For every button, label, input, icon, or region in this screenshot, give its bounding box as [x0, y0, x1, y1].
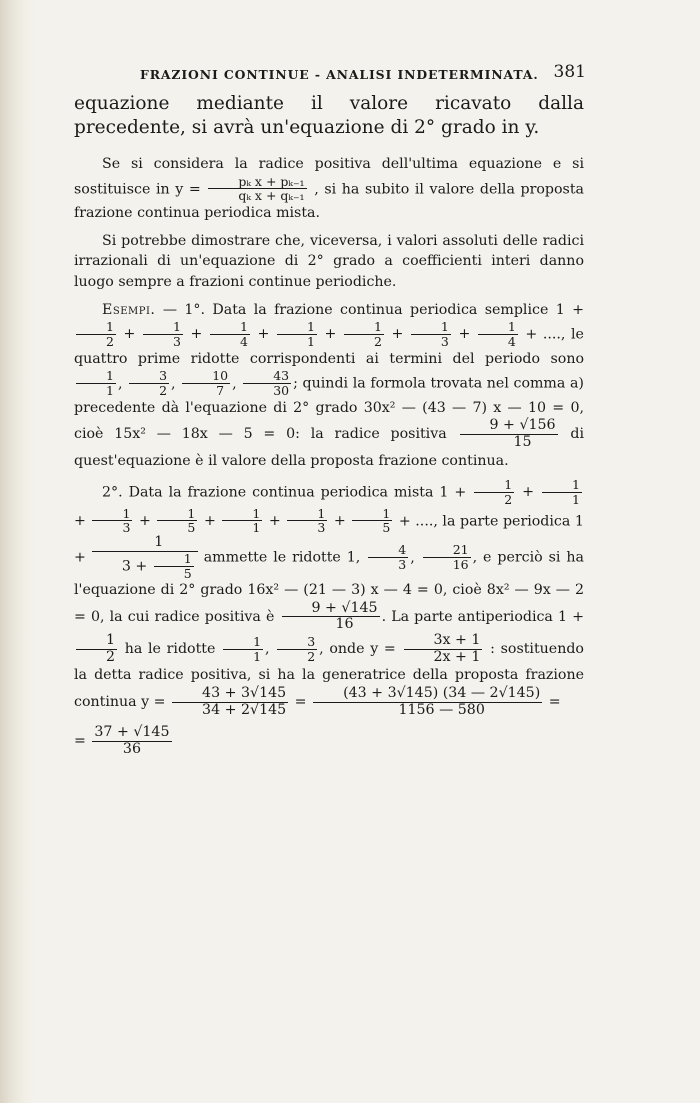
ridotta1-1-num: 3 — [129, 369, 169, 384]
cf1-term-3-num: 1 — [277, 320, 317, 335]
cf1-term-3 — [277, 320, 317, 349]
cf1-terms: $\frac{1}{2}$ + $\frac{1}{3}$ + $\frac{1}{4}$ + $\frac{1}{1}$ + $\frac{1}{2}$ + $\frac{1}{3}$ + $\frac{1}{4}$ — [74, 326, 520, 342]
final-result: = $\frac{37 + √145}{36}$ — [74, 724, 170, 757]
periodic-inner-den: 5 — [183, 565, 192, 581]
ex2-text6: ha le ridotte — [124, 641, 216, 658]
periodic-inner — [154, 552, 194, 581]
p1-after: , si ha subito il valore della proposta frazione continua periodica mista. — [74, 180, 585, 222]
y-formula — [404, 633, 483, 665]
cf1-term-3-den: 1 — [306, 333, 315, 349]
cf1-term-6-num: 1 — [478, 320, 518, 335]
book-binding-edge — [0, 0, 34, 1103]
ex2-root-den: 16 — [335, 616, 354, 633]
ex2-ridotte: $\frac{4}{3}$ , $\frac{21}{16}$ — [366, 550, 472, 566]
anti-ridotte: $\frac{1}{1}$ , $\frac{3}{2}$ — [221, 641, 319, 657]
cf1-term-0-den: 2 — [106, 333, 114, 349]
ex1-root-num: 9 + √156 — [460, 418, 558, 435]
anti-den: 2 — [106, 648, 116, 665]
cf1-term-4 — [344, 320, 384, 349]
cf1-term-1 — [143, 320, 183, 349]
ridotta-anti-1-num: 3 — [277, 635, 317, 650]
generatrix-2 — [313, 686, 542, 718]
ex1-root — [460, 418, 558, 450]
generatrix-1-num: 43 + 3√145 — [172, 686, 288, 703]
ex2-root — [282, 601, 380, 633]
cf1-term-0 — [76, 320, 116, 349]
cf2-term-3-den: 5 — [187, 520, 196, 536]
cf2-term-2-num: 1 — [92, 507, 132, 522]
ex1-text2: le quattro prime ridotte corrispondenti ai termini del periodo sono — [74, 326, 584, 367]
ex2-text7: , onde y = — [319, 641, 396, 658]
final-num: 37 + √145 — [94, 724, 170, 741]
ridotta1-1-den: 2 — [159, 383, 168, 398]
ridotta-anti-0 — [223, 635, 263, 664]
examples-label: Esempi. — [102, 301, 156, 318]
final-den: 36 — [122, 740, 141, 757]
cf2-term-4 — [222, 507, 262, 536]
generatrix-2-num: (43 + 3√145) (34 — 2√145) — [313, 686, 542, 703]
y-formula-den: 2x + 1 — [433, 648, 481, 665]
cf2-term-3-num: 1 — [157, 507, 197, 522]
ridotta-anti-1 — [277, 635, 317, 664]
ex2-text1: 2°. Data la frazione continua periodica mista 1 + — [102, 484, 467, 501]
ridotta1-0-den: 1 — [106, 383, 114, 398]
ridotta1-2-den: 7 — [216, 383, 225, 398]
ridotta2-0 — [368, 543, 408, 572]
ridotta2-1-num: 21 — [423, 543, 471, 558]
ridotta1-1 — [129, 369, 169, 398]
ex1-text4: di quest'equazione è il valore della proposta frazione continua. — [74, 426, 585, 469]
y-fraction-num: pₖ x + pₖ₋₁ — [208, 175, 306, 190]
cf2-term-6 — [352, 507, 392, 536]
ridotta-anti-0-num: 1 — [223, 635, 263, 650]
cf2-term-6-num: 1 — [352, 507, 392, 522]
ridotta1-2-num: 10 — [182, 369, 230, 384]
cf1-term-6-den: 4 — [507, 333, 516, 349]
ex1-root-den: 15 — [513, 433, 532, 450]
paragraph-substitution — [74, 154, 584, 224]
page-content — [74, 58, 584, 764]
cf2-term-5-den: 3 — [317, 520, 326, 536]
cf1-term-2 — [210, 320, 250, 349]
ex2-text2: la parte periodica — [442, 512, 571, 529]
cf1-term-4-den: 2 — [373, 333, 382, 349]
cf1-term-2-num: 1 — [210, 320, 250, 335]
ex2-text4: , e perciò si ha l'equazione di 2° grado 16x² — (21 — 3) x — 4 = 0, cioè 8x² — 9x — 2 = 0, la cui radice positiva è — [74, 549, 584, 625]
ridotta1-2 — [182, 369, 230, 398]
cf1-term-2-den: 4 — [239, 333, 248, 349]
cf2-term-0-den: 2 — [504, 491, 513, 507]
cf2-term-6-den: 5 — [382, 520, 391, 536]
periodic-part — [92, 535, 198, 580]
cf1-term-5-den: 3 — [440, 333, 449, 349]
cf1-term-5 — [411, 320, 451, 349]
cf1-term-5-num: 1 — [411, 320, 451, 335]
ridotta2-0-den: 3 — [398, 557, 407, 573]
periodic-mid: 3 + — [121, 558, 148, 575]
cf2-term-2-den: 3 — [122, 520, 131, 536]
cf1-term-6 — [478, 320, 518, 349]
y-formula-num: 3x + 1 — [404, 633, 483, 650]
periodic-inner-num: 1 — [154, 552, 194, 567]
anti-num: 1 — [76, 633, 117, 650]
cf2-term-5 — [287, 507, 327, 536]
anti-fraction — [76, 633, 117, 665]
running-header — [74, 58, 584, 92]
generatrix-1 — [172, 686, 288, 718]
ridotta2-1 — [423, 543, 471, 572]
generatrix-1-den: 34 + 2√145 — [202, 701, 287, 718]
ridotta1-3 — [243, 369, 291, 398]
example-2: 2°. Data la frazione continua periodica mista 1 + $\frac{1}{2}$ + $\frac{1}{1}$ + $\frac{1}{3}$ + $\frac{1}{5}$ + $\frac{1}{1}$ + $\frac{1}{3}$ + $\frac{1}{5}$ + ...., la parte periodica 1 + 1 3 + $\frac{1}{5}$ ammette le ridotte 1, $\frac{4}{3}$ , $\frac{21}{16}$ , e perciò si ha l'equazione di 2° grado 16x² — (21 — 3) x — 4 = 0, cioè 8x² — 9x — 2 = 0, la cui radice positiva è $\frac{9 + √145}{16}$ . La parte antiperiodica 1 + $\frac{1}{2}$ ha le ridotte $\frac{1}{1}$ , $\frac{3}{2}$ , onde y = $\frac{3x + 1}{2x + 1}$ : sostituendo la detta radice positiva, si ha la generatrice della proposta frazione continua y = $\frac{43 + 3√145}{34 + 2√145}$ = $\frac{(43 + 3√145) (34 — 2√145)}{1156 — 580}$ = — [74, 477, 584, 718]
cf2-term-3 — [157, 507, 197, 536]
cf1-term-1-den: 3 — [172, 333, 181, 349]
example-1: Esempi. — 1°. Data la frazione continua periodica semplice 1 + $\frac{1}{2}$ + $\frac{1}{3}$ + $\frac{1}{4}$ + $\frac{1}{1}$ + $\frac{1}{2}$ + $\frac{1}{3}$ + $\frac{1}{4}$ + ...., le quattro prime ridotte corrispondenti ai termini del periodo sono $\frac{1}{1}$ , $\frac{3}{2}$ , $\frac{10}{7}$ , $\frac{43}{30}$ ; quindi la formola trovata nel comma a) precedente dà l'equazione di 2° grado 30x² — (43 — 7) x — 10 = 0, cioè 15x² — 18x — 5 = 0: la radice positiva $\frac{9 + √156}{15}$ di quest'equazione è il valore della proposta frazione continua. — [74, 301, 585, 469]
ex2-text8: : sostituendo la detta radice positiva, si ha la generatrice della proposta frazione continua y = — [74, 641, 584, 710]
header-title: FRAZIONI CONTINUE - ANALISI INDETERMINATA. — [140, 67, 539, 82]
y-fraction-den: qₖ x + qₖ₋₁ — [238, 188, 305, 204]
cf2-term-2 — [92, 507, 132, 536]
periodic-den — [92, 552, 198, 581]
cf1-term-0-num: 1 — [76, 320, 116, 335]
ex1-text3: ; quindi la formola trovata nel comma a) precedente dà l'equazione di 2° grado 30x² — (43 — 7) x — 10 = 0, cioè 15x² — 18x — 5 = 0: la radice positiva — [74, 375, 584, 443]
ridotta1-3-den: 30 — [273, 383, 290, 398]
cf1-term-1-num: 1 — [143, 320, 183, 335]
generatrix-2-den: 1156 — 580 — [398, 701, 485, 718]
cf2-term-4-den: 1 — [252, 520, 261, 536]
ridotta-anti-1-den: 2 — [307, 648, 316, 664]
ridotta2-0-num: 4 — [368, 543, 408, 558]
cf2-term-5-num: 1 — [287, 507, 327, 522]
cf2-term-1 — [542, 478, 582, 507]
p1-before: Se si considera la radice positiva dell'ultima equazione e si sostituisce in y = — [74, 156, 584, 197]
cf2-term-1-den: 1 — [572, 491, 580, 507]
ex2-text3: ammette le ridotte 1, — [203, 549, 361, 566]
ridotta1-0-num: 1 — [76, 369, 116, 384]
page-number: 381 — [553, 62, 586, 82]
ridotta1-0 — [76, 369, 116, 398]
periodic-num: 1 — [92, 535, 198, 552]
cf2-term-0 — [474, 478, 514, 507]
y-fraction — [208, 175, 306, 204]
lead-paragraph: equazione mediante il valore ricavato dalla precedente, si avrà un'equazione di 2° grado in y. — [74, 93, 584, 139]
ridotta-anti-0-den: 1 — [253, 648, 262, 664]
ex1-text1: — 1°. Data la frazione continua periodica semplice 1 + — [162, 301, 584, 318]
ex2-root-num: 9 + √145 — [282, 601, 380, 618]
cf2-term-0-num: 1 — [474, 478, 514, 493]
cf2-terms: $\frac{1}{2}$ + $\frac{1}{1}$ + $\frac{1}{3}$ + $\frac{1}{5}$ + $\frac{1}{1}$ + $\frac{1}{3}$ + $\frac{1}{5}$ — [74, 477, 580, 536]
paragraph-converse: Si potrebbe dimostrare che, viceversa, i valori assoluti delle radici irrazionali di un'equazione di 2° grado a coefficienti interi danno luogo sempre a frazioni continue periodiche. — [74, 232, 584, 290]
cf1-term-4-num: 1 — [344, 320, 384, 335]
ex1-ridotte: $\frac{1}{1}$ , $\frac{3}{2}$ , $\frac{10}{7}$ , $\frac{43}{30}$ — [74, 376, 293, 392]
final-fraction — [92, 725, 171, 757]
cf2-term-4-num: 1 — [222, 507, 262, 522]
ridotta1-3-num: 43 — [243, 369, 291, 384]
cf2-term-1-num: 1 — [542, 478, 582, 493]
ridotta2-1-den: 16 — [452, 557, 469, 573]
ex2-text5: La parte antiperiodica 1 + — [391, 608, 584, 625]
